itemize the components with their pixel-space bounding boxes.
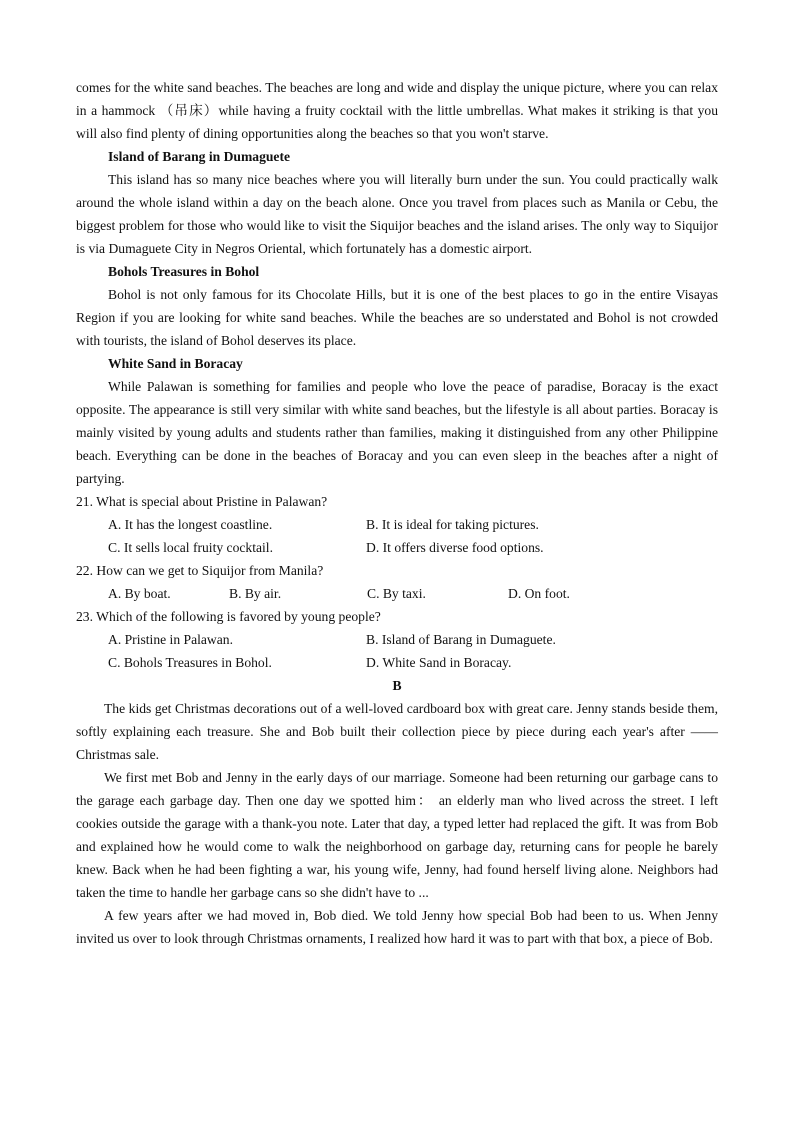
section-label: B <box>392 678 402 693</box>
passage-a-intro: comes for the white sand beaches. The beaches are long and wide and display the unique picture, where you can relax in a hammock （吊床）while having a fruity cocktail with the little umbrellas. What makes it striking is that you will also find plenty of dining opportunities along the beaches so that you won't starve. <box>76 80 718 141</box>
option-c: C. By taxi. <box>367 586 426 601</box>
option-a: A. It has the longest coastline. <box>108 517 273 532</box>
question-options <box>108 628 718 674</box>
question-options <box>108 582 718 605</box>
option-d: D. On foot. <box>508 586 570 601</box>
option-c: C. It sells local fruity cocktail. <box>108 540 273 555</box>
section-body: Bohol is not only famous for its Chocolate Hills, but it is one of the best places to go in the entire Visayas Region if you are looking for white sand beaches. While the beaches are so understated and Bohol is not crowded with tourists, the island of Bohol deserves its place. <box>76 287 718 348</box>
section-heading: Island of Barang in Dumaguete <box>108 149 291 164</box>
question-stem: 21. What is special about Pristine in Palawan? <box>76 494 328 509</box>
question-stem: 22. How can we get to Siquijor from Manila? <box>76 563 324 578</box>
option-c: C. Bohols Treasures in Bohol. <box>108 655 272 670</box>
option-a: A. Pristine in Palawan. <box>108 632 233 647</box>
option-b: B. It is ideal for taking pictures. <box>366 517 539 532</box>
section-body: While Palawan is something for families and people who love the peace of paradise, Boracay is the exact opposite. The appearance is still very similar with white sand beaches, but the lifestyle is all about parties. Boracay is mainly visited by young adults and students rather than families, making it distinguished from any other Philippine beach. Everything can be done in the beaches of Boracay and you can even sleep in the beaches after a night of partying. <box>76 379 718 486</box>
passage-b-paragraph: A few years after we had moved in, Bob died. We told Jenny how special Bob had been to us. When Jenny invited us over to look through Christmas ornaments, I realized how hard it was to part with that box, a piece of Bob. <box>76 908 718 946</box>
option-d: D. White Sand in Boracay. <box>366 655 512 670</box>
question-options <box>108 513 718 559</box>
option-a: A. By boat. <box>108 586 171 601</box>
option-b: B. Island of Barang in Dumaguete. <box>366 632 556 647</box>
question-stem: 23. Which of the following is favored by young people? <box>76 609 381 624</box>
passage-b-paragraph: We first met Bob and Jenny in the early days of our marriage. Someone had been returning our garbage cans to the garage each garbage day. Then one day we spotted him： an elderly man who lived across the street. I left cookies outside the garage with a thank-you note. Later that day, a typed letter had replaced the gift. It was from Bob and explained how he would come to walk the neighborhood on garbage day, returning cans for people he barely knew. Back when he had been fighting a war, his young wife, Jenny, had found herself living alone. Neighbors had taken the time to handle her garbage cans so she didn't have to ... <box>76 770 718 900</box>
section-heading: Bohols Treasures in Bohol <box>108 264 260 279</box>
passage-b-paragraph: The kids get Christmas decorations out of a well-loved cardboard box with great care. Jenny stands beside them, softly explaining each treasure. She and Bob built their collection piece by piece during each year's after ——Christmas sale. <box>76 701 718 762</box>
option-b: B. By air. <box>229 586 282 601</box>
section-body: This island has so many nice beaches where you will literally burn under the sun. You could practically walk around the whole island within a day on the beach alone. Once you travel from places such as Manila or Cebu, the biggest problem for those who would like to visit the Siquijor beaches and the island arises. The only way to Siquijor is via Dumaguete City in Negros Oriental, which fortunately has a domestic airport. <box>76 172 718 256</box>
option-d: D. It offers diverse food options. <box>366 540 544 555</box>
document-page <box>76 76 718 950</box>
section-heading: White Sand in Boracay <box>108 356 243 371</box>
